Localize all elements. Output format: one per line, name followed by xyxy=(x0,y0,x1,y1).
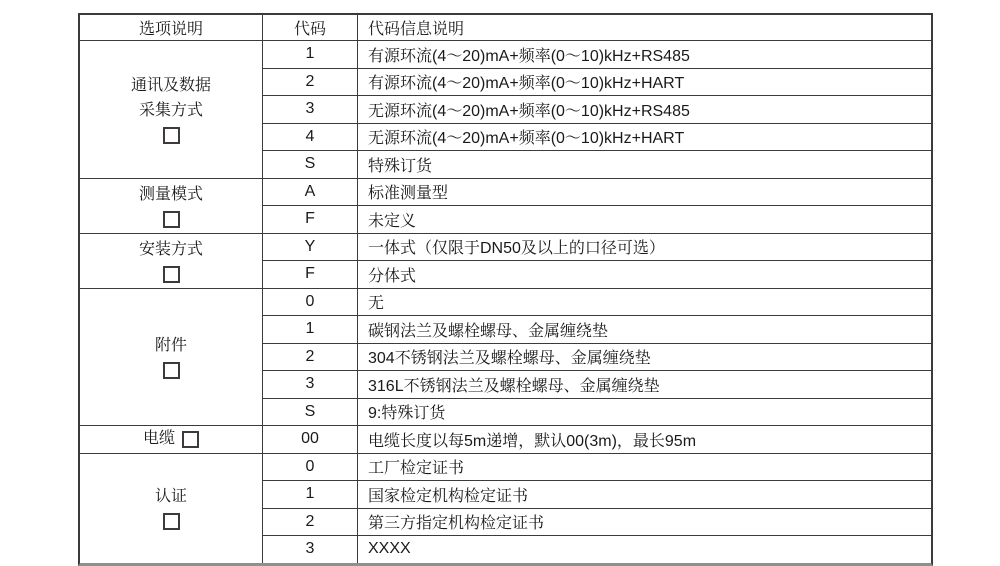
desc-cell: 有源环流(4～20)mA+频率(0～10)kHz+RS485 xyxy=(368,47,690,65)
group-label-line: 通讯及数据 xyxy=(130,76,211,94)
group-cable xyxy=(80,425,931,453)
table-row xyxy=(263,454,931,481)
group-rows xyxy=(263,41,931,178)
code-placeholder-box-icon xyxy=(163,513,180,530)
table-row xyxy=(263,260,931,288)
desc-cell: 特殊订货 xyxy=(368,157,433,175)
code-cell: F xyxy=(263,261,358,288)
code-placeholder-box-icon xyxy=(163,362,180,379)
desc-cell: 有源环流(4～20)mA+频率(0～10)kHz+HART xyxy=(368,75,685,93)
code-cell: 3 xyxy=(263,96,358,123)
group-label-installation xyxy=(80,234,263,288)
desc-cell: XXXX xyxy=(368,540,411,558)
desc-cell: 316L不锈钢法兰及螺栓螺母、金属缠绕垫 xyxy=(368,377,660,395)
code-placeholder-box-icon xyxy=(163,211,180,228)
desc-cell: 标准测量型 xyxy=(368,185,449,203)
code-cell: 4 xyxy=(263,124,358,151)
table-row xyxy=(263,95,931,123)
code-cell: 2 xyxy=(263,509,358,536)
code-cell: 3 xyxy=(263,371,358,398)
group-label-line: 认证 xyxy=(154,488,187,505)
code-cell: 2 xyxy=(263,344,358,371)
code-cell: Y xyxy=(263,234,358,261)
group-label-line: 电缆 xyxy=(142,430,175,448)
table-header-row xyxy=(80,15,931,41)
desc-cell: 9:特殊订货 xyxy=(368,405,446,423)
code-cell: 00 xyxy=(263,426,358,453)
group-rows xyxy=(263,234,931,288)
group-installation xyxy=(80,233,931,288)
table-row xyxy=(263,41,931,68)
header-option-description: 选项说明 xyxy=(80,15,263,40)
desc-cell: 第三方指定机构检定证书 xyxy=(368,515,545,533)
table-row xyxy=(263,426,931,453)
group-certification xyxy=(80,453,931,563)
desc-cell: 国家检定机构检定证书 xyxy=(368,487,529,505)
group-label-line: 测量模式 xyxy=(138,185,203,203)
table-row xyxy=(263,343,931,371)
desc-cell: 无源环流(4～20)mA+频率(0～10)kHz+RS485 xyxy=(368,102,690,120)
group-label-cable xyxy=(80,426,263,453)
code-cell: 3 xyxy=(263,536,358,563)
desc-cell: 工厂检定证书 xyxy=(368,460,465,478)
code-cell: A xyxy=(263,179,358,206)
header-code: 代码 xyxy=(263,15,358,40)
desc-cell: 304不锈钢法兰及螺栓螺母、金属缠绕垫 xyxy=(368,350,651,368)
table-row xyxy=(263,150,931,178)
code-placeholder-box-icon xyxy=(163,127,180,144)
group-rows xyxy=(263,454,931,563)
desc-cell: 无 xyxy=(368,295,385,313)
table-row xyxy=(263,123,931,151)
desc-cell: 无源环流(4～20)mA+频率(0～10)kHz+HART xyxy=(368,130,685,148)
group-rows xyxy=(263,426,931,453)
desc-cell: 电缆长度以每5m递增，默认00(3m)，最长95m xyxy=(368,432,697,450)
group-accessories xyxy=(80,288,931,426)
group-rows xyxy=(263,289,931,426)
group-label-communication xyxy=(80,41,263,178)
desc-cell: 未定义 xyxy=(368,212,417,230)
table-row xyxy=(263,205,931,233)
group-label-line: 附件 xyxy=(154,336,187,354)
code-cell: 2 xyxy=(263,69,358,96)
code-cell: S xyxy=(263,399,358,426)
group-label-line: 采集方式 xyxy=(138,101,203,119)
code-cell: 1 xyxy=(263,316,358,343)
table-row xyxy=(263,234,931,261)
table-row xyxy=(263,315,931,343)
desc-cell: 碳钢法兰及螺栓螺母、金属缠绕垫 xyxy=(368,322,609,340)
table-row xyxy=(263,179,931,206)
code-cell: 0 xyxy=(263,289,358,316)
code-cell: F xyxy=(263,206,358,233)
group-communication xyxy=(80,41,931,178)
group-label-line: 安装方式 xyxy=(138,240,203,258)
table-row xyxy=(263,480,931,508)
code-placeholder-box-icon xyxy=(163,266,180,283)
desc-cell: 一体式（仅限于DN50及以上的口径可选） xyxy=(368,240,665,258)
product-code-table xyxy=(78,13,933,566)
group-label-accessories xyxy=(80,289,263,426)
code-cell: S xyxy=(263,151,358,178)
desc-cell: 分体式 xyxy=(368,267,417,285)
group-label-certification xyxy=(80,454,263,563)
table-row xyxy=(263,370,931,398)
table-row xyxy=(263,289,931,316)
header-code-info: 代码信息说明 xyxy=(368,21,465,38)
table-row xyxy=(263,68,931,96)
table-row xyxy=(263,535,931,563)
table-row xyxy=(263,398,931,426)
group-rows xyxy=(263,179,931,233)
table-row xyxy=(263,508,931,536)
code-placeholder-box-icon xyxy=(182,431,199,448)
code-cell: 0 xyxy=(263,454,358,481)
code-cell: 1 xyxy=(263,481,358,508)
group-label-measurement-mode xyxy=(80,179,263,233)
group-measurement-mode xyxy=(80,178,931,233)
code-cell: 1 xyxy=(263,41,358,68)
